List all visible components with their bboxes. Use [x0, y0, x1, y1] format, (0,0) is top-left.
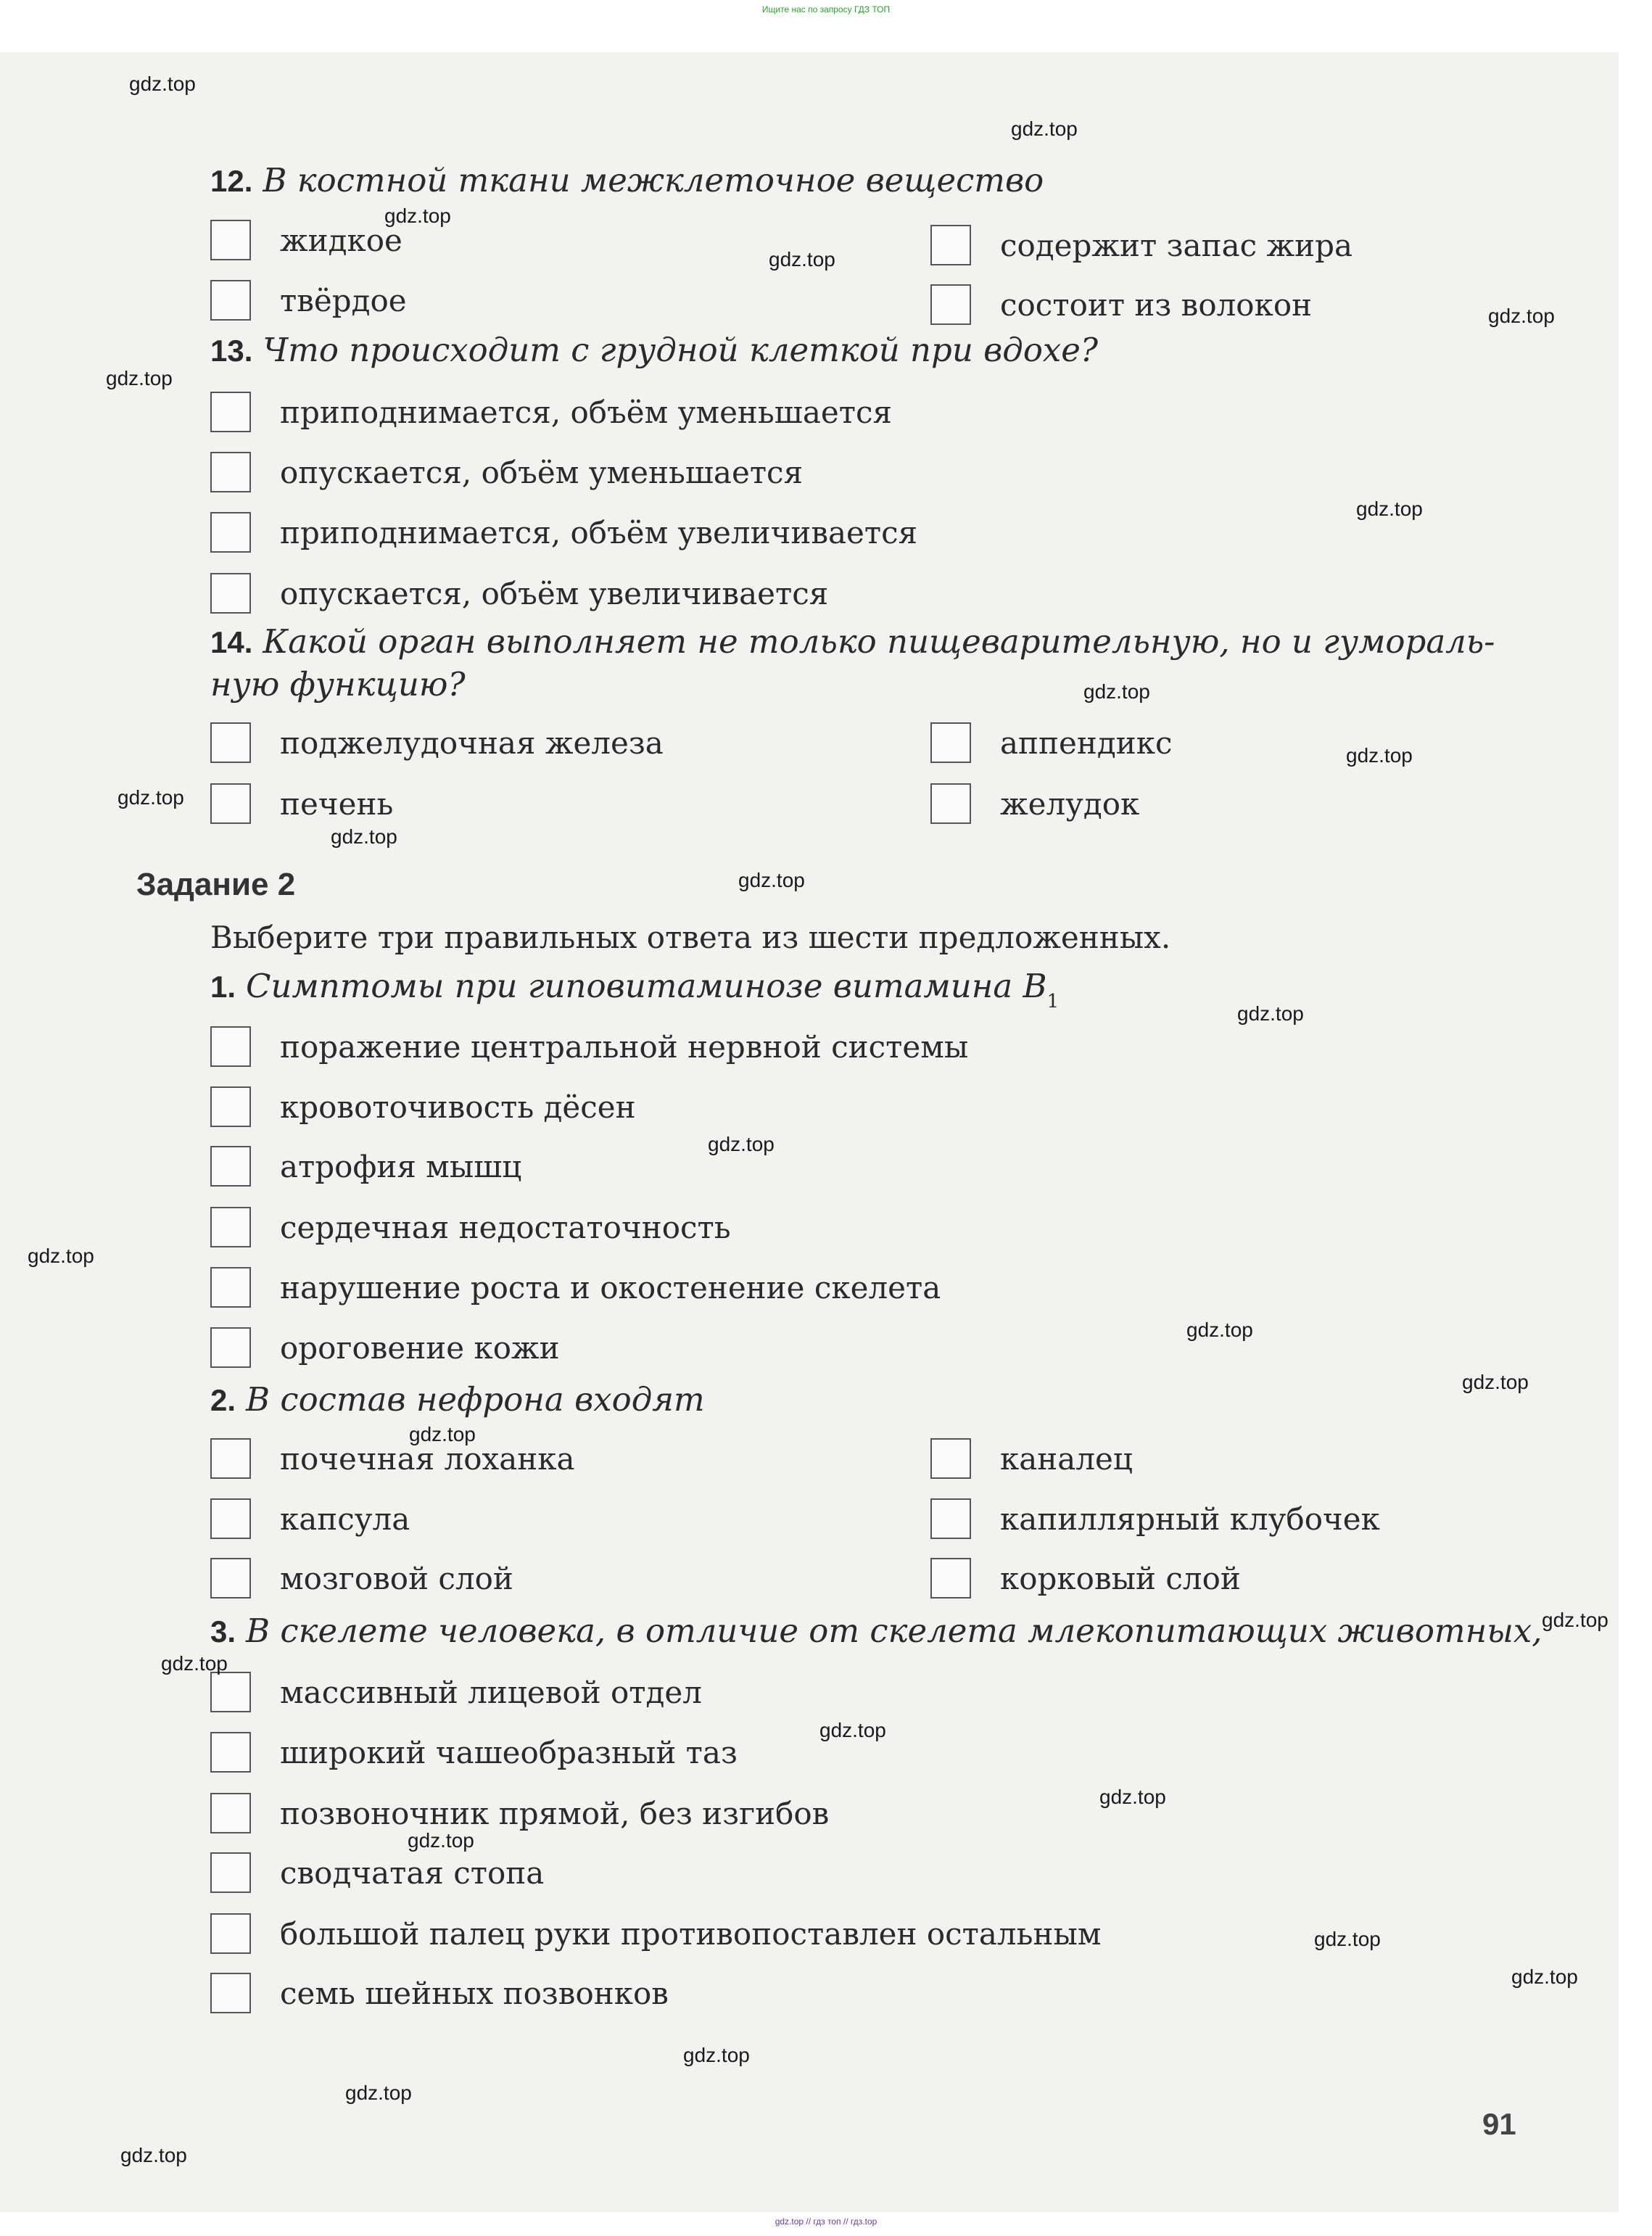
top-note: Ищите нас по запросу ГДЗ ТОП [761, 4, 891, 15]
option-label: состоит из волокон [1000, 286, 1313, 323]
answer-option[interactable] [210, 1207, 731, 1247]
option-label: опускается, объём увеличивается [280, 575, 829, 611]
answer-option[interactable] [930, 1438, 1133, 1479]
watermark: gdz.top [1542, 1609, 1608, 1631]
answer-option[interactable] [930, 1498, 1380, 1539]
answer-option[interactable] [210, 1973, 669, 2013]
option-label: каналец [1000, 1440, 1133, 1477]
question-text: Что происходит с грудной клеткой при вдохе? [263, 331, 1099, 369]
option-label: широкий чашеобразный таз [280, 1734, 738, 1770]
watermark: gdz.top [117, 786, 184, 809]
checkbox[interactable] [210, 280, 251, 321]
option-label: содержит запас жира [1000, 227, 1353, 263]
checkbox[interactable] [210, 1267, 251, 1308]
checkbox[interactable] [210, 1973, 251, 2013]
answer-option[interactable] [930, 722, 1173, 763]
checkbox[interactable] [210, 1852, 251, 1893]
option-label: поджелудочная железа [280, 725, 664, 761]
instruction-text: Выберите три правильных ответа из шести предложенных. [210, 920, 1171, 955]
question-text: В костной ткани межклеточное вещество [263, 161, 1044, 199]
checkbox[interactable] [210, 1207, 251, 1247]
watermark: gdz.top [106, 367, 173, 389]
checkbox[interactable] [210, 1146, 251, 1187]
answer-option[interactable] [210, 220, 402, 260]
question-text: В скелете человека, в отличие от скелета млекопитающих животных, [246, 1612, 1542, 1650]
question-number: 13. [210, 334, 253, 368]
checkbox[interactable] [210, 1558, 251, 1598]
option-label: нарушение роста и окостенение скелета [280, 1269, 941, 1305]
watermark: gdz.top [161, 1652, 228, 1675]
answer-option[interactable] [930, 1558, 1241, 1598]
watermark: gdz.top [120, 2144, 187, 2166]
checkbox[interactable] [210, 1438, 251, 1479]
answer-option[interactable] [210, 573, 828, 614]
bottom-note: gdz.top // гдз топ // гдз.top [775, 2216, 877, 2227]
checkbox[interactable] [210, 573, 251, 614]
checkbox[interactable] [210, 1793, 251, 1833]
watermark: gdz.top [345, 2082, 412, 2104]
question-number: 1. [210, 970, 236, 1004]
watermark: gdz.top [769, 248, 835, 271]
question-text: Какой орган выполняет не только пищеварительную, но и гумораль-ную функцию? [210, 622, 1495, 704]
task2-question-2 [210, 1380, 705, 1419]
watermark: gdz.top [1011, 117, 1078, 140]
checkbox[interactable] [210, 1327, 251, 1368]
answer-option[interactable] [210, 1852, 544, 1893]
answer-option[interactable] [210, 512, 917, 553]
subscript: 1 [1046, 991, 1060, 1012]
answer-option[interactable] [210, 1558, 513, 1598]
option-label: аппендикс [1000, 725, 1173, 761]
section-title: Задание 2 [136, 867, 296, 902]
option-label: семь шейных позвонков [280, 1975, 669, 2011]
watermark: gdz.top [1186, 1319, 1253, 1341]
checkbox[interactable] [210, 783, 251, 824]
option-label: мозговой слой [280, 1560, 513, 1596]
checkbox[interactable] [210, 1086, 251, 1127]
watermark: gdz.top [708, 1133, 775, 1155]
question-14 [210, 621, 1537, 706]
answer-option[interactable] [930, 783, 1139, 824]
option-label: массивный лицевой отдел [280, 1674, 702, 1710]
answer-option[interactable] [210, 783, 393, 824]
watermark: gdz.top [1488, 305, 1555, 327]
watermark: gdz.top [819, 1719, 886, 1741]
question-number: 3. [210, 1614, 236, 1649]
question-13 [210, 331, 1098, 369]
checkbox[interactable] [930, 225, 971, 265]
checkbox[interactable] [210, 512, 251, 553]
option-label: приподнимается, объём уменьшается [280, 394, 892, 430]
option-label: капиллярный клубочек [1000, 1501, 1380, 1537]
answer-option[interactable] [210, 452, 803, 492]
option-label: сердечная недостаточность [280, 1209, 731, 1245]
option-label: корковый слой [1000, 1560, 1241, 1596]
answer-option[interactable] [210, 1498, 410, 1539]
watermark: gdz.top [331, 825, 397, 848]
option-label: сводчатая стопа [280, 1855, 545, 1891]
page-number: 91 [1482, 2107, 1516, 2141]
option-label: жидкое [280, 222, 402, 258]
option-label: желудок [1000, 785, 1140, 822]
watermark: gdz.top [1462, 1371, 1529, 1393]
question-12 [210, 161, 1044, 199]
checkbox[interactable] [210, 452, 251, 492]
question-number: 14. [210, 625, 253, 659]
checkbox[interactable] [210, 1498, 251, 1539]
option-label: атрофия мышц [280, 1148, 522, 1184]
checkbox[interactable] [930, 722, 971, 763]
option-label: приподнимается, объём увеличивается [280, 514, 918, 550]
answer-option[interactable] [210, 1672, 702, 1712]
checkbox[interactable] [210, 1913, 251, 1954]
checkbox[interactable] [210, 1732, 251, 1773]
answer-option[interactable] [210, 280, 407, 321]
answer-option[interactable] [930, 225, 1352, 265]
watermark: gdz.top [408, 1829, 474, 1852]
option-label: почечная лоханка [280, 1440, 575, 1477]
answer-option[interactable] [210, 1438, 575, 1479]
task2-question-1 [210, 967, 1059, 1012]
answer-option[interactable] [210, 1913, 1102, 1954]
watermark: gdz.top [1083, 680, 1150, 703]
option-label: ороговение кожи [280, 1329, 560, 1366]
task2-question-3 [210, 1612, 1542, 1650]
option-label: опускается, объём уменьшается [280, 454, 804, 490]
watermark: gdz.top [738, 869, 805, 891]
option-label: капсула [280, 1501, 410, 1537]
answer-option[interactable] [210, 722, 664, 763]
question-text: Симптомы при гиповитаминозе витамина В [246, 967, 1047, 1005]
watermark: gdz.top [1314, 1928, 1381, 1950]
option-label: кровоточивость дёсен [280, 1089, 636, 1125]
answer-option[interactable] [210, 1086, 636, 1127]
option-label: твёрдое [280, 282, 407, 318]
answer-option[interactable] [210, 1732, 738, 1773]
watermark: gdz.top [28, 1245, 94, 1267]
question-number: 2. [210, 1383, 236, 1417]
checkbox[interactable] [930, 1498, 971, 1539]
checkbox[interactable] [930, 1438, 971, 1479]
answer-option[interactable] [210, 1793, 829, 1833]
watermark: gdz.top [683, 2044, 750, 2066]
option-label: позвоночник прямой, без изгибов [280, 1795, 830, 1831]
checkbox[interactable] [210, 722, 251, 763]
watermark: gdz.top [384, 205, 451, 227]
option-label: большой палец руки противопоставлен остальным [280, 1915, 1102, 1952]
answer-option[interactable] [210, 1146, 521, 1187]
option-label: печень [280, 785, 394, 822]
checkbox[interactable] [210, 220, 251, 260]
checkbox[interactable] [930, 783, 971, 824]
question-number: 12. [210, 164, 253, 198]
answer-option[interactable] [210, 392, 892, 432]
watermark: gdz.top [1099, 1786, 1166, 1808]
watermark: gdz.top [1511, 1965, 1578, 1988]
checkbox[interactable] [210, 392, 251, 432]
watermark: gdz.top [1346, 744, 1413, 767]
watermark: gdz.top [1237, 1002, 1304, 1025]
answer-option[interactable] [930, 284, 1312, 325]
checkbox[interactable] [930, 284, 971, 325]
answer-option[interactable] [210, 1327, 560, 1368]
answer-option[interactable] [210, 1267, 941, 1308]
option-label: поражение центральной нервной системы [280, 1028, 969, 1065]
watermark: gdz.top [129, 73, 196, 95]
checkbox[interactable] [210, 1026, 251, 1067]
answer-option[interactable] [210, 1026, 968, 1067]
checkbox[interactable] [210, 1672, 251, 1712]
question-text: В состав нефрона входят [246, 1380, 705, 1419]
checkbox[interactable] [930, 1558, 971, 1598]
watermark: gdz.top [1356, 498, 1423, 520]
watermark: gdz.top [409, 1423, 476, 1445]
